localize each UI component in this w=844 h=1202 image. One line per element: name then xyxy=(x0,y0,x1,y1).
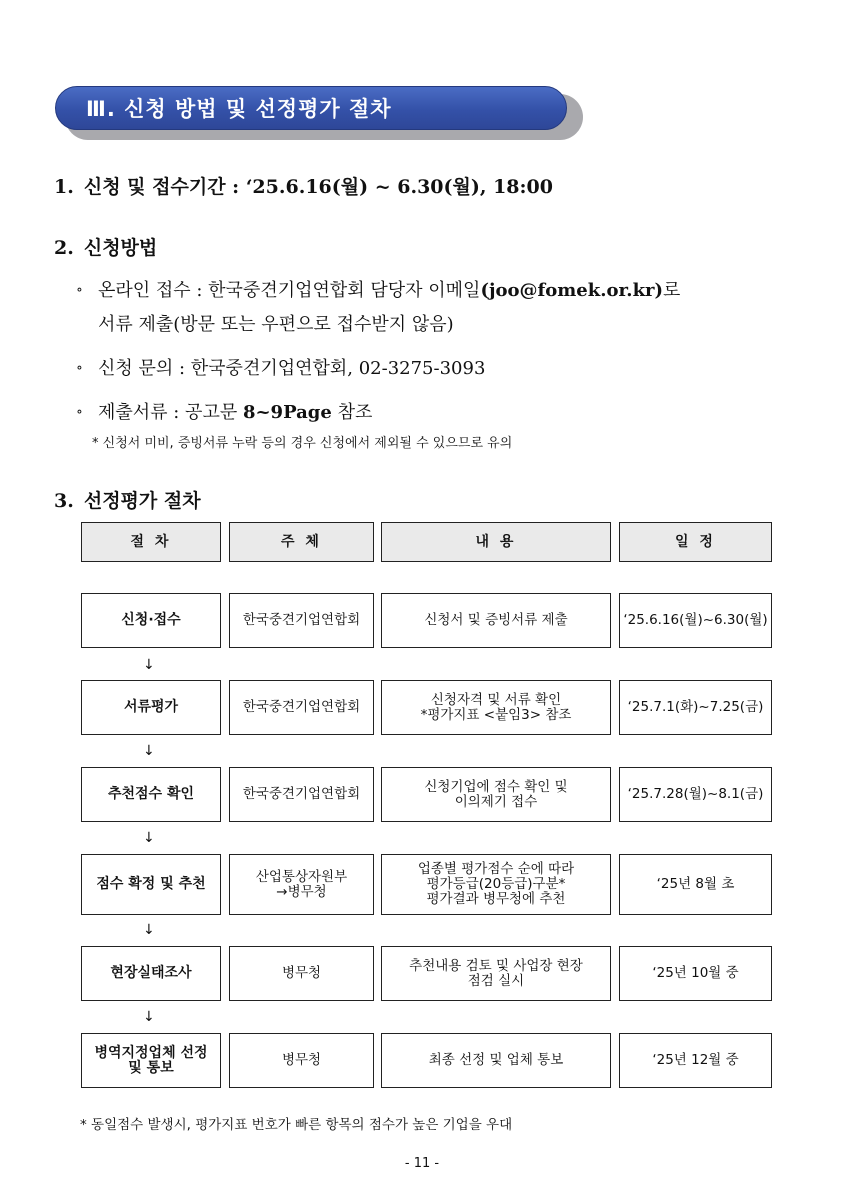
bullet-online-cont: 서류 제출(방문 또는 우편으로 접수받지 않음) xyxy=(98,314,454,335)
step-cell: 추천점수 확인 xyxy=(81,767,221,822)
content-cell: 신청서 및 증빙서류 제출 xyxy=(381,593,611,648)
schedule-cell: ‘25년 8월 초 xyxy=(619,854,772,915)
header-content: 내 용 xyxy=(381,522,611,562)
heading-application-period: 1. 신청 및 접수기간 : ‘25.6.16(월) ~ 6.30(월), 18:00 xyxy=(54,176,553,198)
bullet-symbol: ∘ xyxy=(76,404,83,420)
agent-cell: 한국중견기업연합회 xyxy=(229,767,374,822)
schedule-cell: ‘25.7.1(화)~7.25(금) xyxy=(619,680,772,735)
step-cell: 신청·접수 xyxy=(81,593,221,648)
page-number: - 11 - xyxy=(404,1156,440,1171)
schedule-cell: ‘25.7.28(월)~8.1(금) xyxy=(619,767,772,822)
agent-cell: 한국중견기업연합회 xyxy=(229,680,374,735)
content-cell: 추천내용 검토 및 사업장 현장 점검 실시 xyxy=(381,946,611,1001)
header-schedule: 일 정 xyxy=(619,522,772,562)
agent-cell: 한국중견기업연합회 xyxy=(229,593,374,648)
heading-evaluation-procedure: 3. 선정평가 절차 xyxy=(54,490,201,512)
footnote: * 동일점수 발생시, 평가지표 번호가 빠른 항목의 점수가 높은 기업을 우대 xyxy=(80,1117,513,1133)
step-cell: 점수 확정 및 추천 xyxy=(81,854,221,915)
section-banner xyxy=(55,86,575,134)
application-period-value: ‘25.6.16(월) ~ 6.30(월), 18:00 xyxy=(245,176,553,198)
bullet-symbol: ∘ xyxy=(76,360,83,376)
arrow-down-icon: ↓ xyxy=(143,743,155,759)
schedule-cell: ‘25년 10월 중 xyxy=(619,946,772,1001)
arrow-down-icon: ↓ xyxy=(143,1009,155,1025)
bullet-online: ∘ 온라인 접수 : 한국중견기업연합회 담당자 이메일(joo@fomek.or.kr)로 xyxy=(76,280,681,301)
contact-email: (joo@fomek.or.kr) xyxy=(480,280,664,301)
step-cell: 병역지정업체 선정 및 통보 xyxy=(81,1033,221,1088)
section-title: Ⅲ. 신청 방법 및 선정평가 절차 xyxy=(55,86,567,130)
agent-cell: 병무청 xyxy=(229,946,374,1001)
arrow-down-icon: ↓ xyxy=(143,657,155,673)
arrow-down-icon: ↓ xyxy=(143,830,155,846)
content-cell: 신청자격 및 서류 확인 *평가지표 <붙임3> 참조 xyxy=(381,680,611,735)
step-cell: 현장실태조사 xyxy=(81,946,221,1001)
arrow-down-icon: ↓ xyxy=(143,922,155,938)
bullet-symbol: ∘ xyxy=(76,282,83,298)
bullet-inquiry: ∘ 신청 문의 : 한국중견기업연합회, 02-3275-3093 xyxy=(76,358,486,379)
header-procedure: 절 차 xyxy=(81,522,221,562)
application-note: * 신청서 미비, 증빙서류 누락 등의 경우 신청에서 제외될 수 있으므로 유의 xyxy=(92,436,513,451)
content-cell: 업종별 평가점수 순에 따라 평가등급(20등급)구분* 평가결과 병무청에 추천 xyxy=(381,854,611,915)
header-agent: 주 체 xyxy=(229,522,374,562)
step-cell: 서류평가 xyxy=(81,680,221,735)
bullet-documents: ∘ 제출서류 : 공고문 8~9Page 참조 xyxy=(76,402,373,423)
agent-cell: 병무청 xyxy=(229,1033,374,1088)
content-cell: 최종 선정 및 업체 통보 xyxy=(381,1033,611,1088)
heading-application-method: 2. 신청방법 xyxy=(54,237,158,259)
schedule-cell: ‘25.6.16(월)~6.30(월) xyxy=(619,593,772,648)
content-cell: 신청기업에 점수 확인 및 이의제기 접수 xyxy=(381,767,611,822)
schedule-cell: ‘25년 12월 중 xyxy=(619,1033,772,1088)
agent-cell: 산업통상자원부 →병무청 xyxy=(229,854,374,915)
